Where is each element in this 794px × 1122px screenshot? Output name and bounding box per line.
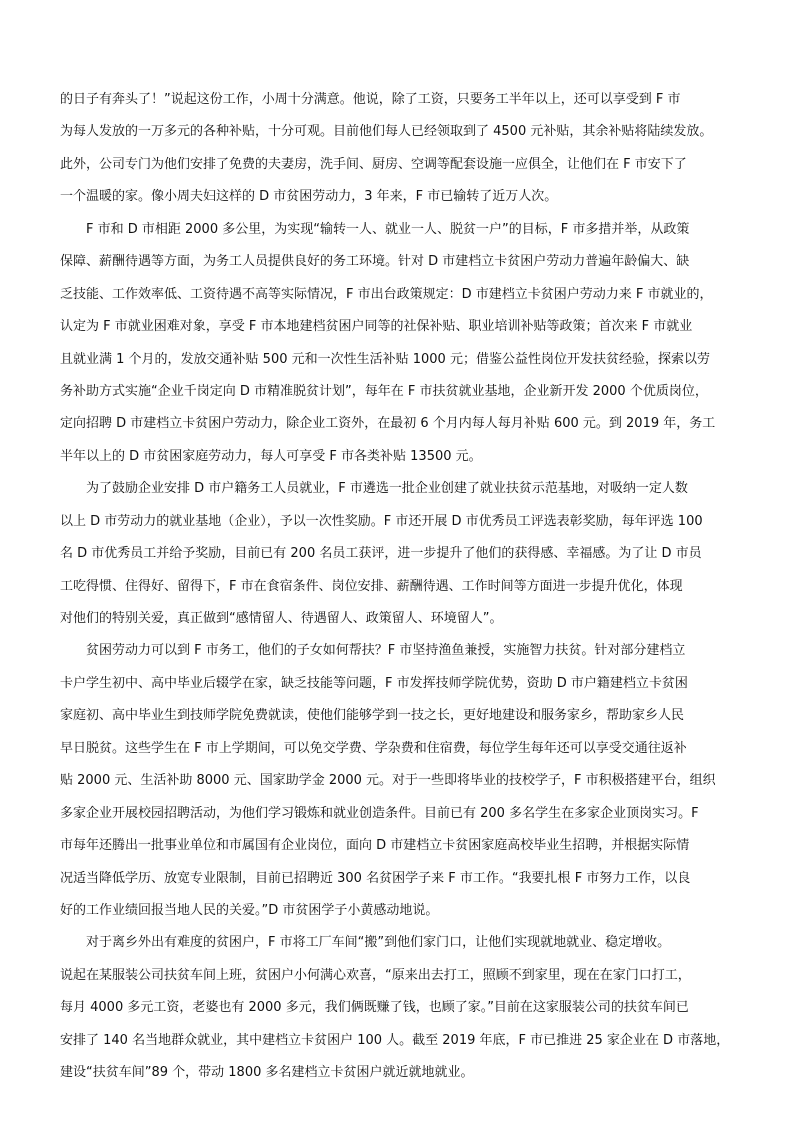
text-line: 贴 2000 元、生活补助 8000 元、国家助学金 2000 元。对于一些即将毕业的技校学子，F 市积极搭建平台，组织 [60, 773, 716, 789]
text-line: 此外，公司专门为他们安排了免费的夫妻房，洗手间、厨房、空调等配套设施一应俱全，让他们在 F 市安下了 [60, 156, 687, 172]
paragraph-3 [60, 473, 750, 635]
text-line: 为了鼓励企业安排 D 市户籍务工人员就业，F 市遴选一批企业创建了就业扶贫示范基地，对吸纳一定人数 [86, 481, 688, 497]
text-line: 一个温暖的家。像小周夫妇这样的 D 市贫困劳动力，3 年来，F 市已输转了近万人次。 [60, 189, 558, 205]
text-line: 乏技能、工作效率低、工资待遇不高等实际情况，F 市出台政策规定：D 市建档立卡贫困户劳动力来 F 市就业的， [60, 286, 713, 302]
text-line: 卡户学生初中、高中毕业后辍学在家，缺乏技能等问题，F 市发挥技师学院优势，资助 D 市户籍建档立卡贫困 [60, 675, 688, 691]
paragraph-2 [60, 214, 750, 474]
text-line: 且就业满 1 个月的，发放交通补贴 500 元和一次性生活补贴 1000 元；借鉴公益性岗位开发扶贫经验，探索以劳 [60, 351, 710, 367]
text-line: 况适当降低学历、放宽专业限制，目前已招聘近 300 名贫困学子来 F 市工作。“我要扎根 F 市努力工作，以良 [60, 870, 691, 886]
text-line: 早日脱贫。这些学生在 F 市上学期间，可以免交学费、学杂费和住宿费，每位学生每年还可以享受交通往返补 [60, 740, 687, 756]
text-line: 好的工作业绩回报当地人民的关爱。”D 市贫困学子小黄感动地说。 [60, 902, 439, 918]
text-line: 工吃得惯、住得好、留得下，F 市在食宿条件、岗位安排、薪酬待遇、工作时间等方面进一步提升优化，体现 [60, 578, 683, 594]
text-line: 建设“扶贫车间”89 个，带动 1800 多名建档立卡贫困户就近就地就业。 [60, 1065, 474, 1081]
text-line: 保障、薪酬待遇等方面，为务工人员提供良好的务工环境。针对 D 市建档立卡贫困户劳动力普遍年龄偏大、缺 [60, 254, 690, 270]
document-body [60, 84, 750, 1090]
text-line: 定向招聘 D 市建档立卡贫困户劳动力，除企业工资外，在最初 6 个月内每人每月补贴 600 元。到 2019 年，务工 [60, 416, 716, 432]
text-line: 家庭初、高中毕业生到技师学院免费就读，使他们能够学到一技之长，更好地建设和服务家乡，帮助家乡人民 [60, 708, 685, 724]
text-line: 为每人发放的一万多元的各种补贴，十分可观。目前他们每人已经领取到了 4500 元补贴，其余补贴将陆续发放。 [60, 124, 713, 140]
text-line: 的日子有奔头了！”说起这份工作，小周十分满意。他说，除了工资，只要务工半年以上，还可以享受到 F 市 [60, 92, 681, 107]
text-line: 半年以上的 D 市贫困家庭劳动力，每人可享受 F 市各类补贴 13500 元。 [60, 448, 482, 464]
text-line: 安排了 140 名当地群众就业，其中建档立卡贫困户 100 人。截至 2019 年底，F 市已推进 25 家企业在 D 市落地， [60, 1032, 730, 1048]
text-line: 务补助方式实施“企业千岗定向 D 市精准脱贫计划”，每年在 F 市扶贫就业基地，企业新开发 2000 个优质岗位， [60, 383, 708, 399]
text-line: 每月 4000 多元工资，老婆也有 2000 多元，我们俩既赚了钱，也顾了家。”目前在这家服装公司的扶贫车间已 [60, 1000, 689, 1016]
text-line: 对于离乡外出有难度的贫困户，F 市将工厂车间“搬”到他们家门口，让他们实现就地就业、稳定增收。 [86, 935, 671, 951]
text-line: 贫困劳动力可以到 F 市务工，他们的子女如何帮扶？F 市坚持渔鱼兼授，实施智力扶贫。针对部分建档立 [86, 643, 686, 659]
paragraph-1 [60, 84, 750, 214]
text-line: 认定为 F 市就业困难对象，享受 F 市本地建档贫困户同等的社保补贴、职业培训补贴等政策；首次来 F 市就业 [60, 319, 693, 335]
text-line: 名 D 市优秀员工并给予奖励，目前已有 200 名员工获评，进一步提升了他们的获得感、幸福感。为了让 D 市员 [60, 546, 702, 562]
paragraph-4 [60, 635, 750, 927]
paragraph-5 [60, 927, 750, 1089]
text-line: 以上 D 市劳动力的就业基地（企业），予以一次性奖励。F 市还开展 D 市优秀员工评选表彰奖励，每年评选 100 [60, 513, 703, 529]
text-line: 对他们的特别关爱，真正做到“感情留人、待遇留人、政策留人、环境留人”。 [60, 611, 503, 626]
text-line: 说起在某服装公司扶贫车间上班，贫困户小何满心欢喜，“原来出去打工，照顾不到家里，现在在家门口打工， [60, 967, 691, 983]
text-line: F 市和 D 市相距 2000 多公里，为实现“输转一人、就业一人、脱贫一户”的目标，F 市多措并举，从政策 [86, 221, 690, 237]
text-line: 多家企业开展校园招聘活动，为他们学习锻炼和就业创造条件。目前已有 200 多名学生在多家企业顶岗实习。F [60, 805, 699, 821]
text-line: 市每年还腾出一批事业单位和市属国有企业岗位，面向 D 市建档立卡贫困家庭高校毕业生招聘，并根据实际情 [60, 838, 690, 854]
